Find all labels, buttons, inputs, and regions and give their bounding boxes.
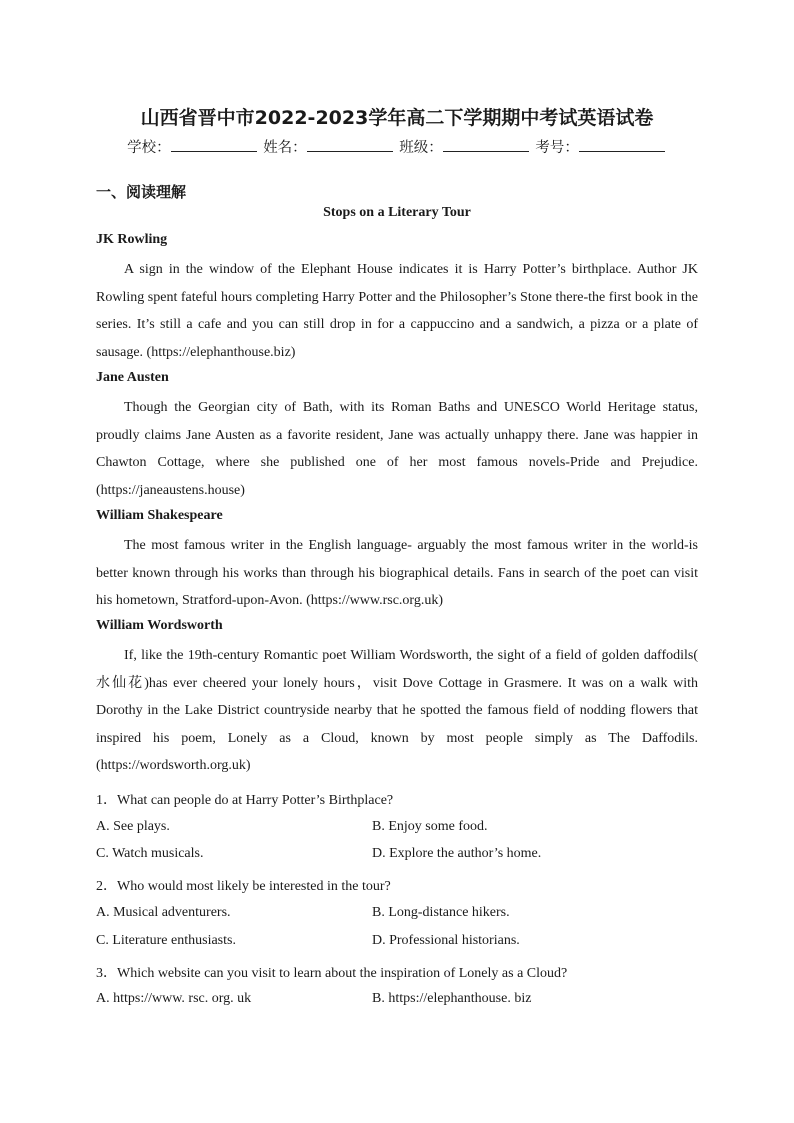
passage-title: Stops on a Literary Tour [323,205,471,220]
question-3-option-a[interactable]: A. https://www. rsc. org. uk [96,991,252,1006]
question-2-option-d[interactable]: D. Professional historians. [372,933,520,948]
name-label: 姓名： [263,140,307,156]
class-field [399,136,531,157]
section-title: 一、阅读理解 [96,183,187,201]
school-label: 学校： [127,140,171,156]
question-1-option-b[interactable]: B. Enjoy some food. [372,819,488,834]
question-2-option-a[interactable]: A. Musical adventurers. [96,905,231,920]
name-field [263,136,395,157]
question-3-option-b[interactable]: B. https://elephanthouse. biz [372,991,532,1006]
question-2-option-c[interactable]: C. Literature enthusiasts. [96,933,236,948]
entry-heading-austen: Jane Austen [96,370,169,385]
exam-number-field [535,136,667,157]
question-2-stem: 2．Who would most likely be interested in the tour? [96,879,391,894]
entry-text-austen: Though the Georgian city of Bath, with its Roman Baths and UNESCO World Heritage status, proudly claims Jane Austen as a favorite resident, Jane was actually unhappy there. Jane was happier in Chawton Cottage, where she published one of her most famous novels-Pride and Prejudice.(https://janeaustens.house) [96,400,698,498]
question-3-stem: 3．Which website can you visit to learn about the inspiration of Lonely as a Cloud? [96,966,568,981]
name-blank[interactable] [307,137,393,152]
exam-number-label: 考号： [535,140,579,156]
entry-heading-wordsworth: William Wordsworth [96,618,223,633]
student-info-fields [0,136,794,157]
question-1-stem: 1．What can people do at Harry Potter’s Birthplace? [96,793,394,808]
school-blank[interactable] [171,137,257,152]
question-2-option-b[interactable]: B. Long-distance hikers. [372,905,510,920]
question-1-option-c[interactable]: C. Watch musicals. [96,846,204,861]
question-1-option-d[interactable]: D. Explore the author’s home. [372,846,542,861]
question-1-option-a[interactable]: A. See plays. [96,819,170,834]
entry-heading-shakespeare: William Shakespeare [96,508,223,523]
exam-title: 山西省晋中市2022-2023学年高二下学期期中考试英语试卷 [140,107,654,129]
class-label: 班级： [399,140,443,156]
entry-text-rowling: A sign in the window of the Elephant House indicates it is Harry Potter’s birthplace. Author JK Rowling spent fateful hours completing Harry Potter and the Philosopher’s Stone there-the first book in the series. It’s still a cafe and you can still drop in for a cappuccino and a sandwich, a pizza or a plate of sausage. (https://elephanthouse.biz) [96,262,698,360]
entry-text-wordsworth: If, like the 19th-century Romantic poet William Wordsworth, the sight of a field of golden daffodils( 水仙花)has ever cheered your lonely hours，visit Dove Cottage in Grasmere. It was on a walk with Dorothy in the Lake District countryside nearby that he spotted the famous field of nodding flowers that inspired his poem, Lonely as a Cloud, known by most people simply as The Daffodils.(https://wordsworth.org.uk) [96,648,698,774]
entry-heading-rowling: JK Rowling [96,232,168,247]
entry-text-shakespeare: The most famous writer in the English language- arguably the most famous writer in the world-is better known through his works than through his biographical details. Fans in search of the poet can visit his hometown, Stratford-upon-Avon. (https://www.rsc.org.uk) [96,538,698,609]
class-blank[interactable] [443,137,529,152]
exam-number-blank[interactable] [579,137,665,152]
school-field [127,136,259,157]
